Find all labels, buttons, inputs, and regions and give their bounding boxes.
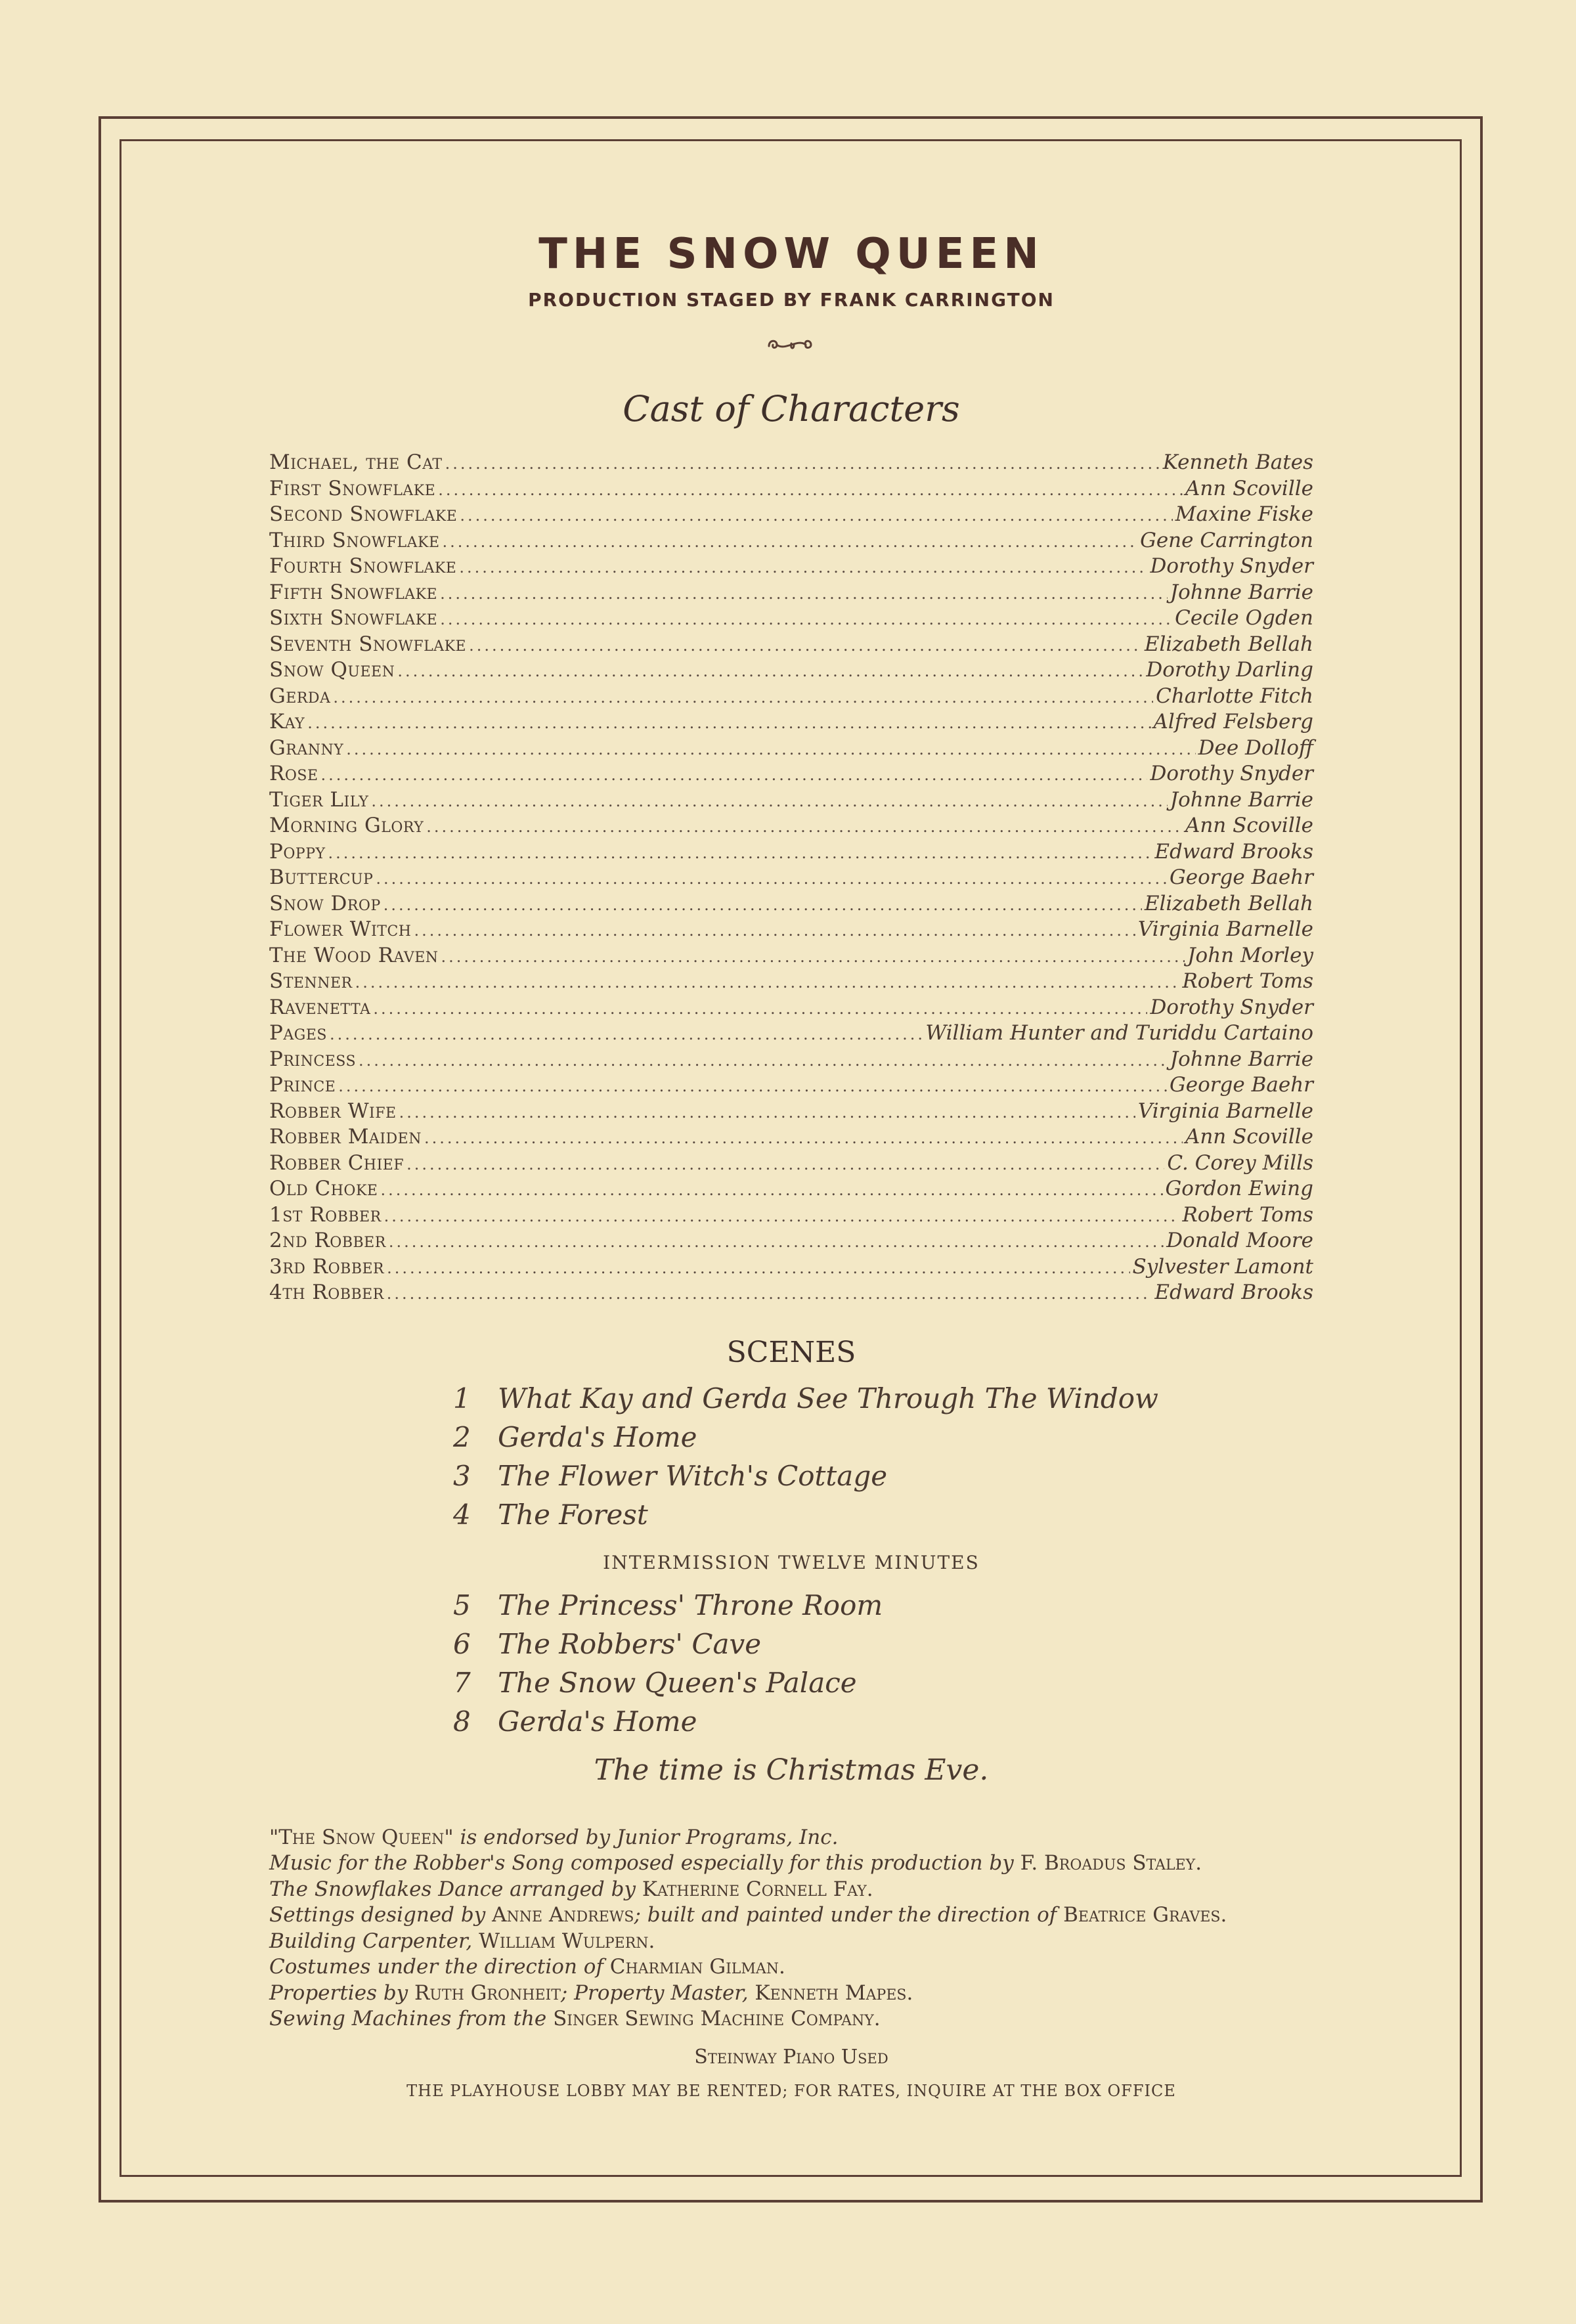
credit-text: Building Carpenter, xyxy=(269,1929,479,1953)
scene-row xyxy=(453,1460,1313,1499)
role-name: Snow Drop xyxy=(269,891,381,915)
cast-row xyxy=(269,658,1313,684)
actor-name: Ann Scoville xyxy=(1185,1125,1313,1149)
role-name: Robber Chief xyxy=(269,1151,405,1175)
leader-dots xyxy=(371,792,1167,810)
cast-row xyxy=(269,892,1313,918)
leader-dots xyxy=(460,506,1172,525)
scenes-first-half xyxy=(453,1382,1313,1537)
actor-name: Johnne Barrie xyxy=(1170,787,1313,812)
leader-dots xyxy=(440,610,1172,628)
leader-dots xyxy=(438,481,1183,499)
lobby-note: THE PLAYHOUSE LOBBY MAY BE RENTED; FOR RATES, INQUIRE AT THE BOX OFFICE xyxy=(406,2081,1176,2100)
scene-number: 8 xyxy=(453,1705,471,1738)
scene-number: 4 xyxy=(453,1498,471,1531)
role-name: First Snowflake xyxy=(269,476,436,500)
scene-title: The Princess' Throne Room xyxy=(498,1589,883,1621)
actor-name: Dee Dolloff xyxy=(1198,735,1313,760)
cast-row xyxy=(269,736,1313,762)
role-name: Michael, the Cat xyxy=(269,450,443,474)
credit-text: ; Property Master, xyxy=(560,1981,755,2005)
credit-text: Music for the Robber's Song composed especially for this production by xyxy=(269,1851,1020,1875)
scene-title: The Robbers' Cave xyxy=(498,1627,762,1660)
role-name: Gerda xyxy=(269,684,331,708)
cast-row xyxy=(269,684,1313,711)
leader-dots xyxy=(384,1207,1180,1225)
cast-row xyxy=(269,1229,1313,1255)
role-name: Robber Wife xyxy=(269,1099,397,1123)
scene-list xyxy=(453,1382,1313,1744)
credit-name: Singer Sewing Machine Company. xyxy=(553,2007,881,2030)
cast-row xyxy=(269,450,1313,477)
leader-dots xyxy=(355,973,1180,992)
scene-row xyxy=(453,1628,1313,1667)
scene-title: Gerda's Home xyxy=(498,1705,697,1738)
credit-line xyxy=(269,1929,1313,1955)
cast-row xyxy=(269,840,1313,866)
cast-row xyxy=(269,969,1313,996)
scene-row xyxy=(453,1421,1313,1460)
actor-name: Ann Scoville xyxy=(1185,476,1313,500)
role-name: Old Choke xyxy=(269,1177,378,1200)
actor-name: Alfred Felsberg xyxy=(1153,710,1313,734)
leader-dots xyxy=(459,558,1147,577)
production-credit: PRODUCTION STAGED BY FRANK CARRINGTON xyxy=(528,289,1055,311)
leader-dots xyxy=(397,662,1143,680)
time-note: The time is Christmas Eve. xyxy=(594,1753,989,1787)
cast-row xyxy=(269,1099,1313,1126)
cast-row xyxy=(269,1125,1313,1151)
cast-row xyxy=(269,762,1313,788)
leader-dots xyxy=(380,1181,1162,1199)
scenes-second-half xyxy=(453,1589,1313,1744)
scene-number: 3 xyxy=(453,1459,471,1492)
role-name: Fifth Snowflake xyxy=(269,580,438,604)
leader-dots xyxy=(333,688,1153,707)
scene-number: 5 xyxy=(453,1589,471,1621)
leader-dots xyxy=(387,1259,1129,1277)
leader-dots xyxy=(399,1103,1135,1122)
role-name: Princess xyxy=(269,1047,357,1071)
leader-dots xyxy=(376,869,1167,888)
credit-name: William Wulpern. xyxy=(479,1929,655,1953)
credit-name: Charmian Gilman. xyxy=(609,1955,785,1979)
scene-row xyxy=(453,1499,1313,1537)
role-name: Tiger Lily xyxy=(269,787,369,812)
actor-name: Elizabeth Bellah xyxy=(1144,632,1313,656)
scene-title: The Flower Witch's Cottage xyxy=(498,1459,888,1492)
role-name: Poppy xyxy=(269,839,326,864)
cast-row xyxy=(269,529,1313,555)
scene-number: 6 xyxy=(453,1627,471,1660)
play-title: THE SNOW QUEEN xyxy=(538,230,1044,278)
credit-text: Settings designed by xyxy=(269,1903,492,1927)
cast-heading: Cast of Characters xyxy=(623,388,960,429)
cast-row xyxy=(269,1255,1313,1281)
actor-name: Gene Carrington xyxy=(1140,528,1313,552)
cast-row xyxy=(269,477,1313,503)
role-name: Ravenetta xyxy=(269,995,371,1019)
leader-dots xyxy=(328,844,1152,862)
leader-dots xyxy=(426,818,1183,836)
actor-name: Robert Toms xyxy=(1182,969,1313,993)
credit-line xyxy=(269,1902,1313,1929)
credit-line xyxy=(269,1825,1313,1851)
credit-text: Properties by xyxy=(269,1981,415,2005)
cast-row xyxy=(269,1151,1313,1177)
role-name: Third Snowflake xyxy=(269,528,440,552)
actor-name: George Baehr xyxy=(1169,1073,1313,1097)
scene-number: 2 xyxy=(453,1420,471,1453)
leader-dots xyxy=(338,1077,1167,1095)
actor-name: Sylvester Lamont xyxy=(1132,1254,1313,1279)
actor-name: Charlotte Fitch xyxy=(1156,684,1313,708)
actor-name: Virginia Barnelle xyxy=(1137,1099,1313,1123)
role-name: Pages xyxy=(269,1021,327,1045)
actor-name: Edward Brooks xyxy=(1154,839,1313,864)
leader-dots xyxy=(389,1233,1164,1251)
actor-name: Robert Toms xyxy=(1182,1202,1313,1227)
scene-title: The Forest xyxy=(498,1498,648,1531)
leader-dots xyxy=(424,1129,1183,1147)
role-name: The Wood Raven xyxy=(269,943,439,967)
role-name: 1st Robber xyxy=(269,1202,382,1227)
role-name: Robber Maiden xyxy=(269,1125,422,1149)
role-name: Buttercup xyxy=(269,866,374,889)
cast-row xyxy=(269,554,1313,581)
role-name: Fourth Snowflake xyxy=(269,554,457,578)
program-page xyxy=(269,223,1313,2100)
credit-name: Beatrice Graves. xyxy=(1063,1903,1227,1927)
actor-name: George Baehr xyxy=(1169,866,1313,889)
leader-dots xyxy=(383,896,1142,914)
leader-dots xyxy=(307,714,1150,732)
cast-row xyxy=(269,1177,1313,1203)
cast-row xyxy=(269,1021,1313,1047)
scene-row xyxy=(453,1667,1313,1705)
actor-name: C. Corey Mills xyxy=(1167,1151,1313,1175)
role-name: Flower Witch xyxy=(269,917,412,941)
role-name: Rose xyxy=(269,762,318,785)
credit-line xyxy=(269,1851,1313,1877)
actor-name: Johnne Barrie xyxy=(1170,580,1313,604)
role-name: Sixth Snowflake xyxy=(269,606,438,630)
cast-row xyxy=(269,917,1313,944)
actor-name: Dorothy Snyder xyxy=(1150,554,1313,578)
credit-text: The Snowflakes Dance arranged by xyxy=(269,1877,642,1901)
role-name: 2nd Robber xyxy=(269,1229,386,1252)
role-name: Morning Glory xyxy=(269,814,424,837)
cast-list xyxy=(269,450,1313,1307)
cast-row xyxy=(269,866,1313,892)
actor-name: Gordon Ewing xyxy=(1165,1177,1313,1200)
credit-text: is endorsed by Junior Programs, Inc. xyxy=(453,1825,839,1849)
cast-row xyxy=(269,1281,1313,1307)
actor-name: Dorothy Darling xyxy=(1146,658,1313,682)
leader-dots xyxy=(321,766,1148,784)
actor-name: Elizabeth Bellah xyxy=(1144,891,1313,915)
leader-dots xyxy=(445,454,1160,473)
leader-dots xyxy=(387,1284,1152,1303)
scene-title: The Snow Queen's Palace xyxy=(498,1666,857,1699)
credit-name: F. Broadus Staley. xyxy=(1020,1851,1202,1875)
cast-row xyxy=(269,788,1313,814)
credit-name: "The Snow Queen" xyxy=(269,1825,454,1849)
cast-row xyxy=(269,996,1313,1022)
leader-dots xyxy=(373,999,1147,1018)
actor-name: Ann Scoville xyxy=(1185,814,1313,837)
cast-row xyxy=(269,710,1313,736)
leader-dots xyxy=(441,948,1185,966)
leader-dots xyxy=(330,1025,923,1043)
leader-dots xyxy=(443,533,1138,551)
scene-row xyxy=(453,1589,1313,1628)
credit-text: Costumes under the direction of xyxy=(269,1955,610,1979)
credit-line xyxy=(269,2006,1313,2032)
cast-row xyxy=(269,814,1313,840)
role-name: Kay xyxy=(269,710,305,734)
cast-row xyxy=(269,1047,1313,1074)
leader-dots xyxy=(359,1051,1168,1070)
credit-name: Katherine Cornell Fay. xyxy=(642,1877,873,1901)
cast-row xyxy=(269,502,1313,529)
actor-name: Edward Brooks xyxy=(1154,1281,1313,1304)
credit-name: Kenneth Mapes. xyxy=(755,1981,913,2005)
leader-dots xyxy=(440,584,1168,603)
scene-number: 1 xyxy=(453,1382,471,1414)
scene-row xyxy=(453,1705,1313,1744)
actor-name: William Hunter and Turiddu Cartaino xyxy=(925,1021,1313,1045)
leader-dots xyxy=(414,921,1135,940)
role-name: 3rd Robber xyxy=(269,1254,385,1279)
role-name: Second Snowflake xyxy=(269,502,458,526)
credit-line xyxy=(269,1877,1313,1903)
actor-name: Virginia Barnelle xyxy=(1137,917,1313,941)
cast-row xyxy=(269,632,1313,659)
role-name: Seventh Snowflake xyxy=(269,632,467,656)
credits-block xyxy=(269,1825,1313,2032)
actor-name: Kenneth Bates xyxy=(1162,450,1313,474)
actor-name: Dorothy Snyder xyxy=(1150,995,1313,1019)
intermission-note: INTERMISSION TWELVE MINUTES xyxy=(603,1551,980,1573)
credit-text: ; built and painted under the direction of xyxy=(634,1903,1064,1927)
credit-line xyxy=(269,1981,1313,2007)
credit-line xyxy=(269,1954,1313,1981)
actor-name: Johnne Barrie xyxy=(1170,1047,1313,1071)
cast-row xyxy=(269,1073,1313,1099)
cast-row xyxy=(269,581,1313,607)
leader-dots xyxy=(406,1155,1164,1173)
cast-row xyxy=(269,944,1313,970)
credit-text: Sewing Machines from the xyxy=(269,2007,554,2030)
piano-note: Steinway Piano Used xyxy=(694,2045,888,2069)
role-name: Stenner xyxy=(269,969,353,993)
role-name: Snow Queen xyxy=(269,658,395,682)
leader-dots xyxy=(346,740,1195,758)
role-name: Granny xyxy=(269,735,344,760)
scene-row xyxy=(453,1382,1313,1421)
role-name: Prince xyxy=(269,1073,336,1097)
scroll-ornament-icon xyxy=(269,330,1313,359)
scene-title: What Kay and Gerda See Through The Window xyxy=(498,1382,1158,1414)
scenes-heading: SCENES xyxy=(726,1335,856,1369)
actor-name: Cecile Ogden xyxy=(1175,606,1313,630)
actor-name: Dorothy Snyder xyxy=(1150,762,1313,785)
actor-name: John Morley xyxy=(1187,943,1313,967)
cast-row xyxy=(269,1203,1313,1229)
scene-number: 7 xyxy=(453,1666,471,1699)
leader-dots xyxy=(469,636,1142,655)
role-name: 4th Robber xyxy=(269,1281,384,1304)
credit-name: Anne Andrews xyxy=(492,1903,634,1927)
scene-title: Gerda's Home xyxy=(498,1420,697,1453)
credit-name: Ruth Gronheit xyxy=(414,1981,561,2005)
actor-name: Donald Moore xyxy=(1166,1229,1313,1252)
cast-row xyxy=(269,606,1313,632)
actor-name: Maxine Fiske xyxy=(1175,502,1313,526)
